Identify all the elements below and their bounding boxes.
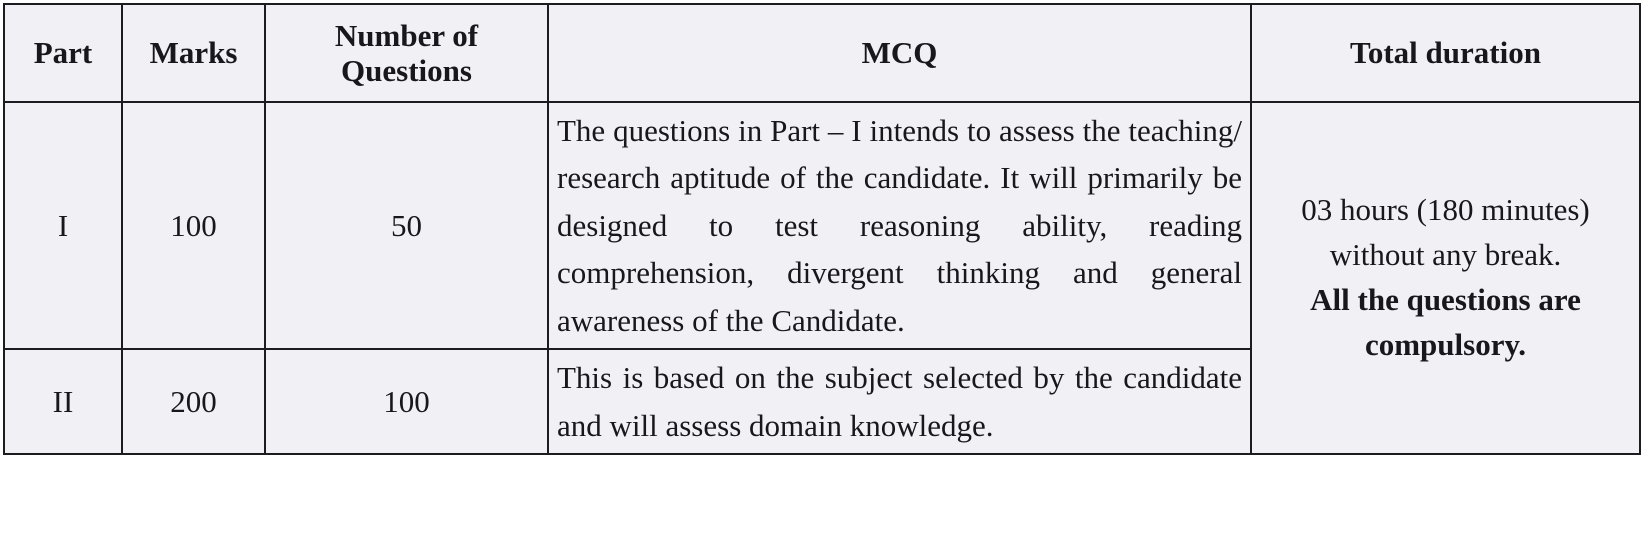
duration-plain-text: 03 hours (180 minutes) without any break. bbox=[1301, 192, 1590, 273]
table-body bbox=[4, 102, 1640, 454]
column-header-part: Part bbox=[4, 4, 122, 102]
cell-marks-2: 200 bbox=[122, 349, 265, 454]
table-row bbox=[4, 102, 1640, 349]
exam-pattern-sheet bbox=[0, 3, 1642, 536]
cell-mcq-description-2 bbox=[548, 349, 1251, 454]
cell-questions-1: 50 bbox=[265, 102, 548, 349]
duration-bold-text: All the questions are compulsory. bbox=[1310, 281, 1581, 362]
cell-questions-2: 100 bbox=[265, 349, 548, 454]
column-header-number-of-questions: Number of Questions bbox=[265, 4, 548, 102]
exam-pattern-table bbox=[3, 3, 1641, 455]
cell-total-duration bbox=[1251, 102, 1640, 454]
cell-part-2: II bbox=[4, 349, 122, 454]
mcq-description-text-1: The questions in Part – I intends to assess the teaching/ research aptitude of the candidate. It will primarily be designed to test reasoning ability, reading comprehension, divergent thinking and general awareness of the Candidate. bbox=[557, 113, 1242, 338]
column-header-mcq: MCQ bbox=[548, 4, 1251, 102]
column-header-marks: Marks bbox=[122, 4, 265, 102]
table-header bbox=[4, 4, 1640, 102]
cell-mcq-description-1 bbox=[548, 102, 1251, 349]
header-row bbox=[4, 4, 1640, 102]
cell-marks-1: 100 bbox=[122, 102, 265, 349]
cell-part-1: I bbox=[4, 102, 122, 349]
mcq-description-text-2: This is based on the subject selected by the candidate and will assess domain knowledge. bbox=[557, 360, 1242, 443]
column-header-total-duration: Total duration bbox=[1251, 4, 1640, 102]
